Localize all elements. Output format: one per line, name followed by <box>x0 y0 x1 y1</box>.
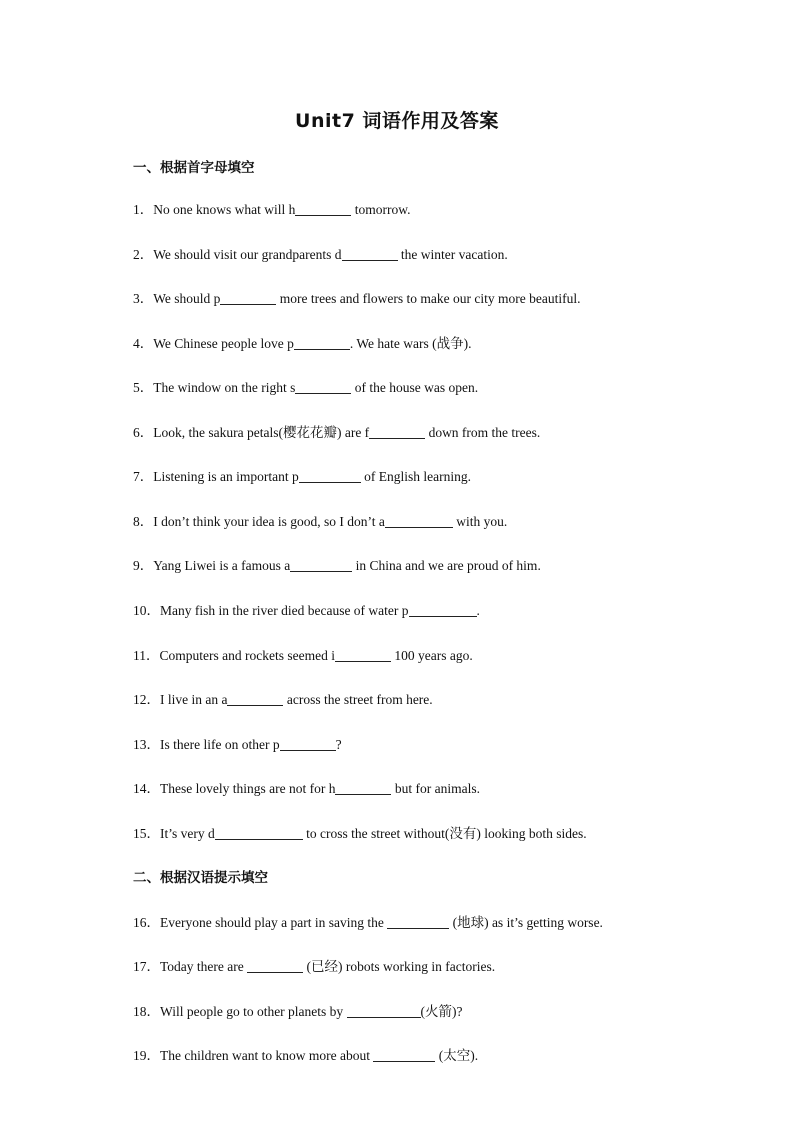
question-number: 5． <box>133 380 154 395</box>
question-item <box>133 376 478 396</box>
question-item <box>133 644 473 664</box>
question-text-before: Today there are <box>160 959 248 974</box>
question-number: 8． <box>133 514 154 529</box>
question-number: 18． <box>133 1004 160 1019</box>
answer-blank[interactable] <box>280 737 336 751</box>
question-item <box>133 1000 463 1020</box>
answer-blank[interactable] <box>227 692 283 706</box>
question-number: 15． <box>133 826 160 841</box>
question-text-after: . We hate wars (战争). <box>349 336 472 351</box>
question-number: 14． <box>133 781 160 796</box>
question-text-after: . <box>476 603 480 618</box>
answer-blank[interactable] <box>295 202 351 216</box>
question-number: 2． <box>133 247 154 262</box>
question-number: 4． <box>133 336 154 351</box>
question-number: 19． <box>133 1048 160 1063</box>
answer-blank[interactable] <box>369 425 425 439</box>
answer-blank[interactable] <box>409 603 477 617</box>
question-text-after: 100 years ago. <box>390 648 473 663</box>
question-item <box>133 332 472 352</box>
question-number: 11． <box>133 648 160 663</box>
question-number: 16． <box>133 915 160 930</box>
question-number: 17． <box>133 959 160 974</box>
question-number: 3． <box>133 291 154 306</box>
question-number: 12． <box>133 692 160 707</box>
question-text-after: ? <box>335 737 342 752</box>
question-text-after: (火箭)? <box>420 1004 463 1019</box>
question-item <box>133 822 587 842</box>
question-item <box>133 1044 478 1064</box>
question-item <box>133 421 540 441</box>
section-heading-chinese-hint: 二、根据汉语提示填空 <box>133 870 268 886</box>
answer-blank[interactable] <box>387 915 449 929</box>
question-text-before: Many fish in the river died because of water p <box>160 603 409 618</box>
question-text-before: We should p <box>153 291 221 306</box>
question-text-after: (太空). <box>435 1048 479 1063</box>
question-text-before: Yang Liwei is a famous a <box>153 558 291 573</box>
question-text-before: Computers and rockets seemed i <box>159 648 335 663</box>
question-text-after: but for animals. <box>391 781 480 796</box>
question-item <box>133 465 471 485</box>
question-text-before: No one knows what will h <box>153 202 296 217</box>
answer-blank[interactable] <box>295 380 351 394</box>
question-text-before: Listening is an important p <box>153 469 299 484</box>
question-text-after: down from the trees. <box>425 425 541 440</box>
question-number: 7． <box>133 469 154 484</box>
question-text-before: The children want to know more about <box>160 1048 374 1063</box>
answer-blank[interactable] <box>347 1004 421 1018</box>
answer-blank[interactable] <box>247 959 303 973</box>
question-text-before: These lovely things are not for h <box>160 781 336 796</box>
question-number: 9． <box>133 558 154 573</box>
question-text-before: It’s very d <box>160 826 215 841</box>
question-text-after: tomorrow. <box>351 202 411 217</box>
question-item <box>133 777 480 797</box>
question-text-after: of English learning. <box>360 469 471 484</box>
question-text-after: (已经) robots working in factories. <box>303 959 496 974</box>
question-text-before: Is there life on other p <box>160 737 280 752</box>
answer-blank[interactable] <box>294 336 350 350</box>
question-text-before: I don’t think your idea is good, so I don’t a <box>153 514 385 529</box>
question-text-before: Look, the sakura petals(樱花花瓣) are f <box>153 425 370 440</box>
question-text-after: the winter vacation. <box>397 247 508 262</box>
question-item <box>133 243 508 263</box>
question-text-before: Everyone should play a part in saving the <box>160 915 388 930</box>
question-number: 6． <box>133 425 154 440</box>
question-text-before: We should visit our grandparents d <box>153 247 342 262</box>
question-item <box>133 599 480 619</box>
answer-blank[interactable] <box>385 514 453 528</box>
question-number: 10． <box>133 603 160 618</box>
question-text-after: with you. <box>452 514 508 529</box>
answer-blank[interactable] <box>335 648 391 662</box>
question-item <box>133 688 433 708</box>
answer-blank[interactable] <box>290 558 352 572</box>
question-number: 13． <box>133 737 160 752</box>
question-item <box>133 955 495 975</box>
question-item <box>133 287 580 307</box>
answer-blank[interactable] <box>299 469 361 483</box>
question-text-after: to cross the street without(没有) looking both sides. <box>302 826 587 841</box>
question-number: 1． <box>133 202 154 217</box>
question-item <box>133 911 603 931</box>
section-heading-initial-letter: 一、根据首字母填空 <box>133 160 255 176</box>
question-item <box>133 554 541 574</box>
question-text-before: We Chinese people love p <box>153 336 294 351</box>
question-item <box>133 733 342 753</box>
question-text-after: of the house was open. <box>351 380 479 395</box>
question-item <box>133 198 411 218</box>
question-text-after: across the street from here. <box>283 692 433 707</box>
question-text-before: The window on the right s <box>153 380 296 395</box>
answer-blank[interactable] <box>220 291 276 305</box>
question-item <box>133 510 507 530</box>
question-text-after: (地球) as it’s getting worse. <box>449 915 603 930</box>
question-text-before: I live in an a <box>160 692 228 707</box>
answer-blank[interactable] <box>335 781 391 795</box>
page-title: Unit7 词语作用及答案 <box>295 110 499 132</box>
answer-blank[interactable] <box>215 826 303 840</box>
answer-blank[interactable] <box>342 247 398 261</box>
question-text-after: more trees and flowers to make our city more beautiful. <box>276 291 581 306</box>
question-text-before: Will people go to other planets by <box>160 1004 347 1019</box>
answer-blank[interactable] <box>373 1048 435 1062</box>
question-text-after: in China and we are proud of him. <box>352 558 541 573</box>
